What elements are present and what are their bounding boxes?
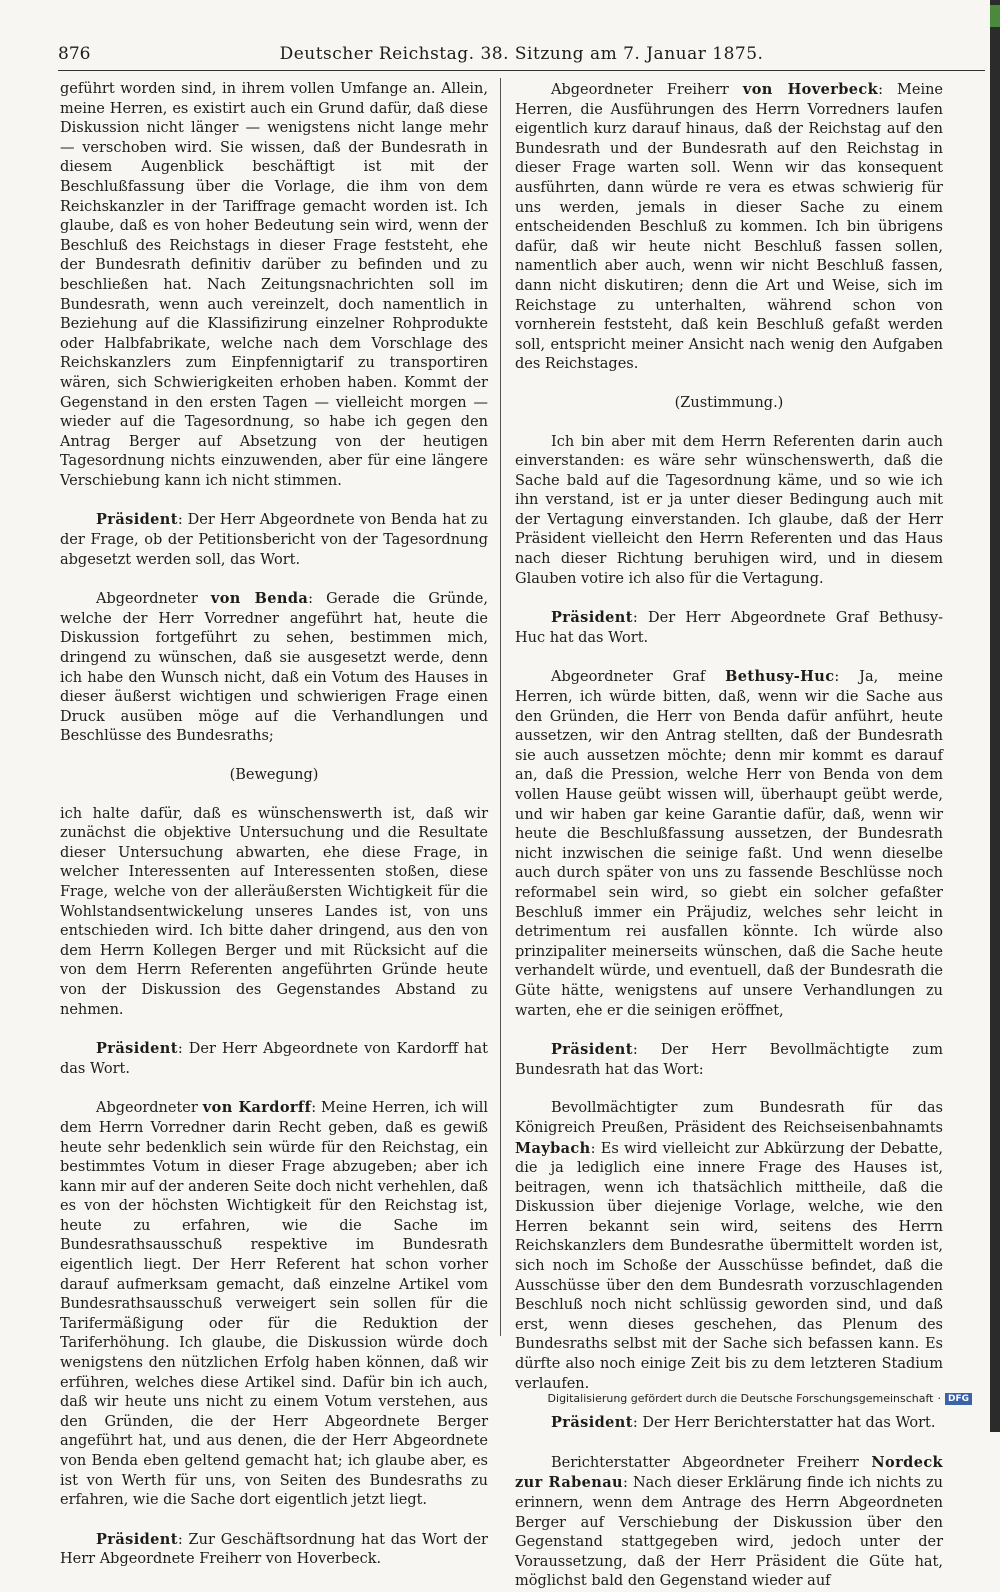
paragraph: Ich bin aber mit dem Herrn Referenten darin auch einverstanden: es wäre sehr wünschenswerth, daß die Sache bald auf die Tagesordnung käme, und so wie ich ihn verstand, ist er ja unter dieser Bedingung auch mit der Vertagung einverstanden. Ich glaube, daß der Herr Präsident vielleicht den Herrn Referenten und das Haus nach dieser Richtung beruhigen wird, und in diesem Glauben votire ich also für die Vertagung. bbox=[515, 433, 943, 587]
speech-text: : Der Herr Berichterstatter hat das Wort. bbox=[632, 1415, 936, 1432]
speech-paragraph bbox=[60, 1039, 488, 1079]
stage-direction: (Bewegung) bbox=[229, 767, 319, 783]
scan-color-marker bbox=[990, 5, 1000, 27]
footer-credit: Digitalisierung gefördert durch die Deutsche Forschungsgemeinschaft bbox=[547, 1392, 934, 1405]
speaker-name: von Benda bbox=[210, 590, 309, 608]
speech-paragraph bbox=[515, 608, 943, 648]
paragraph: ich halte dafür, daß es wünschenswerth ist, daß wir zunächst die objektive Untersuchung und die Resultate dieser Untersuchung abwarten, ehe diese Frage, in welcher Interessenten auf Interessenten stoßen, diese Frage, welche von der alleräußersten Wichtigkeit für die Wohlstandsentwickelung unseres Landes ist, von uns entschieden wird. Ich bitte daher dringend, aus den von dem Herrn Kollegen Berger und mit Rücksicht auf die von dem Herrn Referenten angeführten Gründe heute von der Diskussion des Gegenstandes Abstand zu nehmen. bbox=[60, 805, 488, 1018]
speech-text: : Der Herr Abgeordnete von Kardorff hat das Wort. bbox=[60, 1041, 488, 1077]
speech-text: : Zur Geschäftsordnung hat das Wort der Herr Abgeordnete Freiherr von Hoverbeck. bbox=[60, 1531, 488, 1568]
speaker-name: Nordeck zur Rabenau bbox=[515, 1453, 943, 1492]
speaker-title: Abgeordneter Graf bbox=[551, 669, 726, 686]
left-text-column bbox=[60, 80, 488, 1568]
paragraph: geführt worden sind, in ihrem vollen Umfange an. Allein, meine Herren, es existirt auch ein Grund dafür, daß diese Diskussion nicht länger — wenigstens nicht lange mehr — verschoben wird. Sie wissen, daß der Bundesrath in diesem Augenblick beschäftigt ist mit der Beschlußfassung über die Vorlage, die ihm von dem Reichskanzler in der Tariffrage gemacht worden ist. Ich glaube, daß es von hoher Bedeutung sein wird, wenn der Beschluß des Reichstags in dieser Frage feststeht, ehe der Bundesrath definitiv darüber zu befinden und zu beschließen hat. Nach Zeitungsnachrichten soll im Bundesrath, wenn auch vereinzelt, doch namentlich in Beziehung auf die Klassifizirung einzelner Rohprodukte oder Halbfabrikate, welche nach dem Vorschlage des Reichskanzlers zum Einpfennigtarif zu transportiren wären, sich Schwierigkeiten erhoben haben. Kommt der Gegenstand in den ersten Tagen — vielleicht morgen — wieder auf die Tagesordnung, so habe ich gegen den Antrag Berger auf Absetzung von der heutigen Tagesordnung nichts einzuwenden, aber für eine längere Verschiebung kann ich nicht stimmen. bbox=[60, 81, 488, 489]
running-title: Deutscher Reichstag. 38. Sitzung am 7. Januar 1875. bbox=[279, 44, 764, 64]
speech-text: : Nach dieser Erklärung finde ich nichts zu erinnern, wenn dem Antrage des Herrn Abgeordneten Berger auf Verschiebung der Diskussion über den Gegenstand stattgegeben wird, jedoch unter der Voraussetzung, daß der Herr Präsident die Güte hat, möglichst bald den Gegenstand wieder auf bbox=[515, 1475, 943, 1590]
speaker-name: Maybach bbox=[515, 1139, 591, 1157]
speech-text: : Der Herr Abgeordnete von Benda hat zu der Frage, ob der Petitionsbericht von der Tagesordnung abgesetzt werden soll, das Wort. bbox=[60, 512, 488, 568]
speech-text: : Der Herr Abgeordnete Graf Bethusy-Huc hat das Wort. bbox=[515, 610, 943, 646]
stage-direction: (Zustimmung.) bbox=[674, 394, 784, 411]
speaker-title: Berichterstatter Abgeordneter Freiherr bbox=[551, 1454, 872, 1471]
speaker-title: Abgeordneter bbox=[96, 591, 211, 608]
speech-paragraph bbox=[515, 1453, 943, 1592]
speech-text: : Ja, meine Herren, ich würde bitten, daß, wenn wir die Sache aus den Gründen, die Herr von Benda dafür anführt, heute aussetzen, wir den Antrag stellten, daß der Bundesrath sie auch aussetzen möchte; denn mir kommt es darauf an, daß die Pression, welche Herr von Benda von dem vollen Hause geübt wissen will, überhaupt geübt werde, und wir haben gar keine Garantie dafür, daß, wenn wir heute die Beschlußfassung aussetzen, der Bundesrath nicht inzwischen die seinige faßt. Und wenn dieselbe auch durch später von uns zu fassende Beschlüsse noch reformabel sein wird, so giebt ein solcher gefaßter Beschluß immer ein Präjudiz, welches sehr leicht in detrimentum rei ausfallen könnte. Ich würde also prinzipaliter meinerseits wünschen, daß die Sache heute verhandelt würde, und eventuell, daß der Bundesrath die Güte hätte, wenigstens auf unsere Verhandlungen zu warten, ehe er die seinigen eröffnet, bbox=[515, 669, 943, 1019]
speech-paragraph bbox=[60, 589, 488, 747]
speaker-title: Bevollmächtigter zum Bundesrath für das Königreich Preußen, Präsident des Reichseisenbahnamts bbox=[515, 1100, 943, 1136]
speech-paragraph bbox=[60, 510, 488, 570]
speech-paragraph bbox=[60, 1098, 488, 1510]
speech-paragraph bbox=[515, 667, 943, 1021]
speaker-name: Präsident bbox=[551, 1041, 633, 1059]
dfg-logo: DFG bbox=[945, 1393, 972, 1405]
speech-paragraph bbox=[515, 1413, 943, 1434]
speaker-title: Abgeordneter Freiherr bbox=[551, 82, 743, 98]
column-divider bbox=[500, 78, 501, 1336]
speaker-name: Präsident bbox=[551, 609, 633, 627]
page-header bbox=[58, 40, 985, 71]
speaker-name: Präsident bbox=[96, 1040, 178, 1058]
speech-paragraph bbox=[60, 1530, 488, 1570]
speaker-name: Bethusy-Huc bbox=[725, 668, 835, 686]
speech-text: : Der Herr Bevollmächtigte zum Bundesrath hat das Wort: bbox=[515, 1042, 943, 1078]
speaker-name: Präsident bbox=[96, 1530, 178, 1548]
speech-text: : Es wird vielleicht zur Abkürzung der Debatte, die ja lediglich eine innere Frage des Hauses ist, beitragen, wenn ich thatsächlich mittheile, daß die Diskussion über diejenige Vorlage, welche, wie den Herren bekannt sein wird, seitens des Herrn Reichskanzlers dem Bundesrathe übermittelt worden ist, sich noch im Schoße der Ausschüsse befindet, daß die Ausschüsse über den dem Bundesrath vorzuschlagenden Beschluß noch nicht schlüssig geworden sind, und daß erst, wenn dieses geschehen, das Plenum des Bundesraths selbst mit der Sache sich befassen kann. Es dürfte also noch einige Zeit bis zu dem letzteren Stadium verlaufen. bbox=[515, 1140, 943, 1392]
speech-text: : Meine Herren, die Ausführungen des Herrn Vorredners laufen eigentlich kurz darauf hinaus, daß der Reichstag auf den Bundesrath und der Bundesrath auf den Reichstag in dieser Frage warten soll. Wenn wir das konsequent ausführten, dann würde re vera es etwas schwierig für uns werden, jemals in dieser Sache zu einem entscheidenden Beschluß zu kommen. Ich bin übrigens dafür, daß wir heute nicht Beschluß fassen sollen, namentlich aber auch, wenn wir nicht Beschluß fassen, dann nicht diskutiren; denn die Art und Weise, sich im Reichstage zu unterhalten, während schon von vornherein feststeht, daß kein Beschluß gefaßt werden soll, entspricht meiner Ansicht nach wenig den Aufgaben des Reichstages. bbox=[515, 82, 943, 373]
speaker-name: Präsident bbox=[551, 1414, 633, 1432]
speech-paragraph bbox=[515, 1040, 943, 1080]
speaker-name: Präsident bbox=[96, 511, 178, 529]
speaker-name: von Hoverbeck bbox=[742, 81, 879, 98]
scan-edge bbox=[990, 0, 1000, 1432]
speaker-title: Abgeordneter bbox=[96, 1100, 203, 1117]
speech-text: : Gerade die Gründe, welche der Herr Vorredner angeführt hat, heute die Diskussion fortgeführt zu sehen, bestimmen mich, dringend zu wünschen, daß sie ausgesetzt werde, denn ich habe den Wunsch nicht, daß ein Votum des Hauses in dieser äußerst wichtigen und schwierigen Frage einen Druck ausüben möge auf die Verhandlungen und Beschlüsse des Bundesraths; bbox=[60, 591, 488, 745]
speech-text: : Meine Herren, ich will dem Herrn Vorredner darin Recht geben, daß es gewiß heute sehr bedenklich sein würde für den Reichstag, ein bestimmtes Votum in dieser Frage abzugeben; aber ich kann mir auf der anderen Seite doch nicht verhehlen, daß es von der höchsten Wichtigkeit für den Reichstag ist, heute zu erfahren, wie die Sache im Bundesrathsausschuß respektive im Bundesrath eigentlich liegt. Der Herr Referent hat schon vorher darauf aufmerksam gemacht, daß einzelne Artikel vom Bundesrathsausschuß verweigert sein sollen für die Tarifermäßigung oder für die Reduktion der Tariferhöhung. Ich glaube, die Diskussion würde doch wenigstens den nützlichen Erfolg haben können, daß wir erführen, welches diese Artikel sind. Dafür bin ich auch, daß wir heute uns nicht zu einem Votum verstehen, aus den Gründen, die der Herr Abgeordnete Berger angeführt hat, und aus denen, die der Herr Abgeordnete von Benda eben geltend gemacht hat; ich glaube aber, es ist von Werth für uns, von Seiten des Bundesraths zu erfahren, wie die Sache dort eigentlich jetzt liegt. bbox=[60, 1100, 488, 1509]
speech-paragraph bbox=[515, 80, 943, 375]
footer: Digitalisierung gefördert durch die Deutsche Forschungsgemeinschaft · DFG bbox=[548, 1392, 972, 1405]
page-number: 876 bbox=[58, 44, 91, 64]
speaker-name: von Kardorff bbox=[202, 1099, 312, 1117]
speech-paragraph bbox=[515, 1099, 943, 1394]
